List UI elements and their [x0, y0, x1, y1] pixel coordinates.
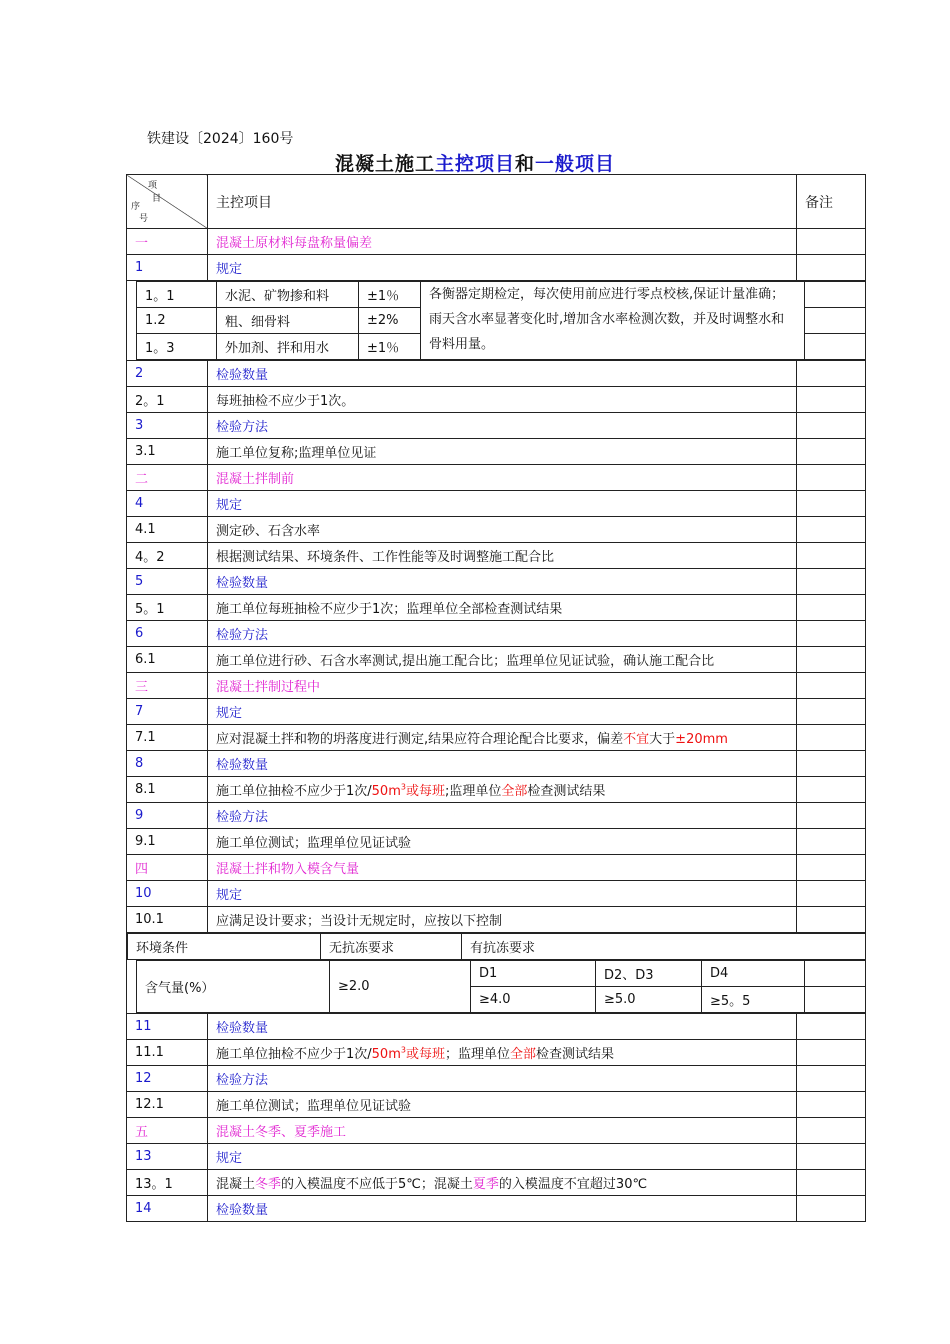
- row-content: 施工单位进行砂、石含水率测试,提出施工配合比；监理单位见证试验，确认施工配合比: [208, 647, 797, 673]
- row-number: 12.1: [127, 1092, 208, 1118]
- remark-cell: [797, 1040, 866, 1066]
- row-content: 混凝土冬季、夏季施工: [208, 1118, 797, 1144]
- row-content: 检验方法: [208, 413, 797, 439]
- table-row: [127, 1196, 866, 1222]
- row-number: 二: [127, 465, 208, 491]
- table-row: [127, 465, 866, 491]
- row-content: 应满足设计要求；当设计无规定时，应按以下控制: [208, 907, 797, 933]
- table-row: [127, 855, 866, 881]
- table-row: [127, 1092, 866, 1118]
- row-number: 四: [127, 855, 208, 881]
- remark-cell: [797, 621, 866, 647]
- row-number: 8: [127, 751, 208, 777]
- document-number: 铁建设〔2024〕160号: [147, 131, 294, 147]
- table-row: 1。3 外加剂、拌和用水 ±1％: [137, 334, 866, 360]
- remark-cell: [797, 907, 866, 933]
- remark-header: 备注: [797, 175, 866, 229]
- row-content: 检验数量: [208, 1014, 797, 1040]
- remark-cell: [797, 673, 866, 699]
- remark-cell: [797, 881, 866, 907]
- row-content: 规定: [208, 255, 797, 281]
- remark-cell: [797, 1066, 866, 1092]
- table-row: [127, 881, 866, 907]
- row-content: 施工单位复称;监理单位见证: [208, 439, 797, 465]
- row-number: 9.1: [127, 829, 208, 855]
- tolerance-row: [127, 281, 866, 361]
- remark-cell: [797, 491, 866, 517]
- row-content: 施工单位抽检不应少于1次$/50m^3$或每班；监理单位全部检查测试结果: [208, 1040, 797, 1066]
- remark-cell: [797, 777, 866, 803]
- table-row: [127, 803, 866, 829]
- table-row: [127, 647, 866, 673]
- table-row: 含气量(%） ≥2.0 D1 D2、D3 D4: [137, 961, 866, 987]
- table-row: [127, 777, 866, 803]
- row-content: 每班抽检不应少于1次。: [208, 387, 797, 413]
- remark-cell: [797, 229, 866, 255]
- table-row: [127, 751, 866, 777]
- remark-cell: [797, 647, 866, 673]
- table-row: [127, 543, 866, 569]
- row-content: 施工单位测试；监理单位见证试验: [208, 1092, 797, 1118]
- row-number: 3: [127, 413, 208, 439]
- row-content: 规定: [208, 699, 797, 725]
- table-row: [127, 1040, 866, 1066]
- row-number: 2。1: [127, 387, 208, 413]
- remark-cell: [797, 569, 866, 595]
- remark-cell: [797, 751, 866, 777]
- row-content: 规定: [208, 491, 797, 517]
- table-row: [127, 491, 866, 517]
- row-number: 11.1: [127, 1040, 208, 1066]
- row-content: 根据测试结果、环境条件、工作性能等及时调整施工配合比: [208, 543, 797, 569]
- table-row: [127, 1170, 866, 1196]
- table-row: [127, 621, 866, 647]
- table-row: [127, 1118, 866, 1144]
- row-number: 14: [127, 1196, 208, 1222]
- air-content-row: [127, 933, 866, 1014]
- row-number: 12: [127, 1066, 208, 1092]
- table-row: [127, 387, 866, 413]
- row-number: 三: [127, 673, 208, 699]
- row-content: 应对混凝土拌和物的坍落度进行测定,结果应符合理论配合比要求，偏差不宜大于±20mm: [208, 725, 797, 751]
- diagonal-header-cell: 项 目 序 号: [127, 175, 208, 229]
- table-row: ≥4.0 ≥5.0 ≥5。5: [137, 987, 866, 1013]
- table-row: [127, 725, 866, 751]
- row-content: 检验数量: [208, 569, 797, 595]
- row-number: 五: [127, 1118, 208, 1144]
- table-row: 1。1 水泥、矿物掺和料 ±1％ 各衡器定期检定，每次使用前应进行零点校核,保证计量准确；雨天含水率显著变化时,增加含水率检测次数，并及时调整水和骨料用量。: [137, 282, 866, 308]
- row-number: 4: [127, 491, 208, 517]
- table-row: [127, 595, 866, 621]
- table-row: [127, 413, 866, 439]
- remark-cell: [797, 595, 866, 621]
- table-row: [127, 1066, 866, 1092]
- row-content: 检验方法: [208, 621, 797, 647]
- row-content: 混凝土原材料每盘称量偏差: [208, 229, 797, 255]
- row-number: 1: [127, 255, 208, 281]
- remark-cell: [797, 699, 866, 725]
- table-row: [127, 829, 866, 855]
- row-content: 混凝土拌制前: [208, 465, 797, 491]
- remark-cell: [797, 361, 866, 387]
- row-number: 10: [127, 881, 208, 907]
- row-number: 6: [127, 621, 208, 647]
- remark-cell: [797, 1092, 866, 1118]
- row-content: 混凝土冬季的入模温度不应低于5℃；混凝土夏季的入模温度不宜超过30℃: [208, 1170, 797, 1196]
- row-content: 规定: [208, 881, 797, 907]
- row-number: 4。2: [127, 543, 208, 569]
- table-row: [127, 1144, 866, 1170]
- row-content: 测定砂、石含水率: [208, 517, 797, 543]
- table-row: [127, 1014, 866, 1040]
- table-row: 1.2 粗、细骨料 ±2%: [137, 308, 866, 334]
- row-number: 7.1: [127, 725, 208, 751]
- row-number: 一: [127, 229, 208, 255]
- row-number: 3.1: [127, 439, 208, 465]
- table-row: [127, 229, 866, 255]
- table-row: [127, 673, 866, 699]
- page-title: 混凝土施工主控项目和一般项目: [334, 153, 616, 175]
- row-content: 规定: [208, 1144, 797, 1170]
- remark-cell: [797, 855, 866, 881]
- remark-cell: [797, 725, 866, 751]
- remark-cell: [797, 465, 866, 491]
- remark-cell: [797, 829, 866, 855]
- table-row: [127, 439, 866, 465]
- remark-cell: [797, 439, 866, 465]
- remark-cell: [797, 517, 866, 543]
- remark-cell: [797, 1144, 866, 1170]
- table-row: [127, 699, 866, 725]
- table-row: [127, 907, 866, 933]
- main-items-header: 主控项目: [208, 175, 797, 229]
- row-content: 检验数量: [208, 361, 797, 387]
- row-content: 混凝土拌和物入模含气量: [208, 855, 797, 881]
- remark-cell: [797, 543, 866, 569]
- table-row: 环境条件 无抗冻要求 有抗冻要求: [128, 934, 866, 960]
- row-content: 检验数量: [208, 751, 797, 777]
- air-values-table: [136, 960, 866, 1013]
- remark-cell: [797, 1014, 866, 1040]
- row-number: 8.1: [127, 777, 208, 803]
- row-number: 7: [127, 699, 208, 725]
- row-number: 4.1: [127, 517, 208, 543]
- row-number: 13: [127, 1144, 208, 1170]
- row-content: 检验方法: [208, 1066, 797, 1092]
- remark-cell: [797, 803, 866, 829]
- table-row: [127, 569, 866, 595]
- row-number: 11: [127, 1014, 208, 1040]
- remark-cell: [797, 1118, 866, 1144]
- row-number: 2: [127, 361, 208, 387]
- table-row: [127, 361, 866, 387]
- row-number: 5: [127, 569, 208, 595]
- row-number: 13。1: [127, 1170, 208, 1196]
- remark-cell: [797, 387, 866, 413]
- table-row: [127, 517, 866, 543]
- row-content: 检验数量: [208, 1196, 797, 1222]
- row-content: 混凝土拌制过程中: [208, 673, 797, 699]
- remark-cell: [797, 1170, 866, 1196]
- table-row: [127, 255, 866, 281]
- remark-cell: [797, 413, 866, 439]
- row-content: 施工单位抽检不应少于1次$/50m^3$或每班;监理单位全部检查测试结果: [208, 777, 797, 803]
- row-content: 检验方法: [208, 803, 797, 829]
- row-number: 9: [127, 803, 208, 829]
- row-content: 施工单位测试；监理单位见证试验: [208, 829, 797, 855]
- remark-cell: [797, 1196, 866, 1222]
- air-content-table: [127, 933, 866, 960]
- remark-cell: [797, 255, 866, 281]
- table-header-row: [127, 175, 866, 229]
- inspection-table: [126, 174, 866, 1222]
- row-number: 6.1: [127, 647, 208, 673]
- tolerance-table: [136, 281, 866, 360]
- tolerance-note: 各衡器定期检定，每次使用前应进行零点校核,保证计量准确；雨天含水率显著变化时,增加含水率检测次数，并及时调整水和骨料用量。: [421, 282, 805, 360]
- row-number: 5。1: [127, 595, 208, 621]
- row-content: 施工单位每班抽检不应少于1次；监理单位全部检查测试结果: [208, 595, 797, 621]
- row-number: 10.1: [127, 907, 208, 933]
